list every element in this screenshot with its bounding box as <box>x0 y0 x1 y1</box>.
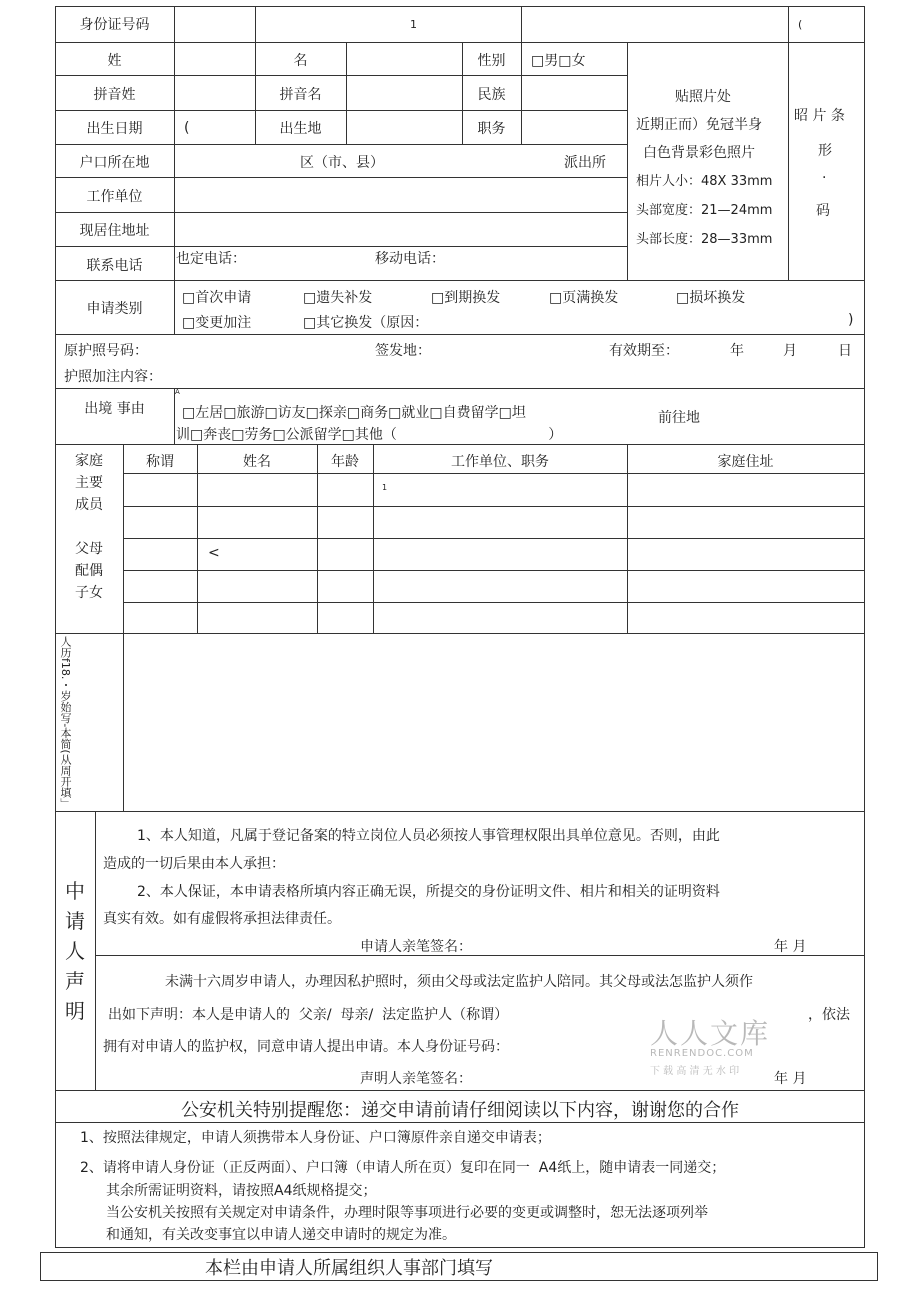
exit-mark: A <box>175 388 180 396</box>
family-header-employer: 工作单位、职务 <box>451 454 549 470</box>
barcode-line-4: 码 <box>816 203 830 219</box>
option-expiry-renewal[interactable]: □到期换发 <box>431 290 501 306</box>
family-header-age: 年龄 <box>331 454 359 470</box>
notice-2d: 和通知，有关改变事宜以申请人递交申请时的规定为准。 <box>106 1227 456 1243</box>
application-type-label: 申请类别 <box>86 301 143 317</box>
position-label: 职务 <box>477 121 506 137</box>
option-other-renewal[interactable]: □其它换发（原因： <box>303 315 429 331</box>
exit-options-line-2[interactable]: 训□奔丧□劳务□公派留学□其他（ ） <box>176 427 563 443</box>
hukou-district: 区（市、县） <box>300 155 384 171</box>
notice-title: 公安机关特别提醒您：递交申请前请仔细阅读以下内容，谢谢您的合作 <box>181 1100 739 1121</box>
watermark-tagline: 下 载 高 清 无 水 印 <box>650 1066 740 1077</box>
declaration-2a: 2、本人保证，本申请表格所填内容正确无误，所提交的身份证明文件、相片和相关的证明资料 <box>137 884 720 900</box>
minor-declaration-c: 拥有对申请人的监护权，同意申请人提出申请。本人身份证号码： <box>103 1039 509 1055</box>
photo-line-2: 白色背景彩色照片 <box>643 145 755 161</box>
surname-label: 姓 <box>107 53 122 69</box>
family-side-1: 家庭 <box>75 453 103 469</box>
photo-title: 贴照片处 <box>675 89 731 105</box>
family-side-2: 主要 <box>75 475 103 491</box>
id-mark-2: ( <box>798 18 803 31</box>
birth-date-paren: ( <box>184 120 190 136</box>
birth-place-label: 出生地 <box>279 121 322 137</box>
footer-title: 本栏由申请人所属组织人事部门填写 <box>205 1258 493 1279</box>
id-number-label: 身份证号码 <box>79 17 150 33</box>
photo-head-width: 头部宽度：21—24mm <box>636 203 773 218</box>
declaration-1a: 1、本人知道，凡属于登记备案的特立岗位人员必须按人事管理权限出具单位意见。否则，由此 <box>137 828 720 844</box>
watermark-brand: 人人文库 <box>650 1017 771 1050</box>
declaration-side-4: 声 <box>65 969 85 993</box>
photo-line-1: 近期正而）免冠半身 <box>636 117 762 133</box>
contact-label: 联系电话 <box>86 258 143 274</box>
gender-label: 性别 <box>477 53 506 69</box>
id-mark: 1 <box>410 18 417 31</box>
address-label: 现居住地址 <box>79 223 150 239</box>
option-first-application[interactable]: □首次申请 <box>182 290 252 306</box>
notice-2c: 当公安机关按照有关规定对申请条件，办理时限等事项进行必要的变更或调整时，恕无法逐项列举 <box>106 1205 708 1221</box>
declaration-side-5: 明 <box>65 999 85 1023</box>
barcode-line-1: 昭 片 条 <box>794 108 845 124</box>
declaration-side-2: 请 <box>65 909 85 933</box>
family-mark-2: < <box>208 545 220 561</box>
police-station: 派出所 <box>564 155 606 171</box>
notice-1: 1、按照法律规定，申请人须携带本人身份证、户口簿原件亲自递交申请表； <box>80 1130 551 1146</box>
declaration-side-3: 人 <box>65 939 85 963</box>
family-side-6: 子女 <box>75 585 103 601</box>
family-header-name: 姓名 <box>243 454 271 470</box>
old-passport-number-label: 原护照号码： <box>64 343 148 359</box>
destination-label: 前往地 <box>658 410 700 426</box>
month-label: 月 <box>783 343 797 359</box>
exit-reason-label: 出境 事由 <box>84 401 145 417</box>
ethnicity-label: 民族 <box>477 87 506 103</box>
endorsement-label: 护照加注内容： <box>64 369 162 385</box>
declaration-1b: 造成的一切后果由本人承担： <box>103 856 285 872</box>
family-side-3: 成员 <box>75 497 103 513</box>
minor-declaration-b: 出如下声明：本人是申请人的 父亲/ 母亲/ 法定监护人（称谓） <box>108 1007 509 1023</box>
family-side-label <box>55 450 123 604</box>
photo-head-length: 头部长度：28—33mm <box>636 232 773 247</box>
resume-label: 人历f18.・岁始写-本简(从周开填」 <box>59 636 72 809</box>
watermark-domain: RENRENDOC.COM <box>650 1048 754 1059</box>
notice-2a: 2、请将申请人身份证（正反两面）、户口簿（申请人所在页）复印在同一 A4纸上，随申请表一同递交； <box>80 1160 726 1176</box>
declaration-2b: 真实有效。如有虚假将承担法律责任。 <box>103 911 341 927</box>
photo-size: 相片人小：48X 33mm <box>636 174 773 189</box>
pinyin-surname-label: 拼音姓 <box>93 87 136 103</box>
employer-label: 工作单位 <box>86 189 143 205</box>
applicant-signature-label: 申请人亲笔签名： <box>360 939 472 955</box>
declaration-side-1: 中 <box>65 879 85 903</box>
minor-declaration-b2: ，依法 <box>808 1007 850 1023</box>
option-endorsement-change[interactable]: □变更加注 <box>182 315 252 331</box>
minor-declaration-a: 未满十六周岁申请人，办理因私护照时，须由父母或法定监护人陪同。其父母或法怎监护人须作 <box>165 974 753 990</box>
option-lost-reissue[interactable]: □遗失补发 <box>303 290 373 306</box>
family-header-relation: 称谓 <box>146 454 174 470</box>
given-name-label: 名 <box>293 53 308 69</box>
hukou-label: 户口所在地 <box>79 155 150 171</box>
gender-options[interactable]: □男□女 <box>531 53 586 69</box>
id-number-input[interactable] <box>256 8 520 40</box>
landline-label: 也定电话： <box>176 251 246 267</box>
barcode-line-2: 形 <box>818 143 832 159</box>
option-damaged[interactable]: □损坏换发 <box>676 290 746 306</box>
issue-place-label: 签发地： <box>375 343 431 359</box>
family-header-address: 家庭住址 <box>717 454 774 470</box>
notice-2b: 其余所需证明资料，请按照A4纸规格提交； <box>106 1183 377 1199</box>
day-label: 日 <box>838 343 852 359</box>
pinyin-given-label: 拼音名 <box>279 87 322 103</box>
guardian-signature-label: 声明人亲笔签名： <box>360 1071 472 1087</box>
declaration-side <box>55 876 95 1026</box>
valid-until-label: 有效期至： <box>609 343 679 359</box>
option-pages-full[interactable]: □页满换发 <box>549 290 619 306</box>
guardian-signature-date: 年 月 <box>774 1071 807 1087</box>
barcode-line-3: · <box>822 170 827 186</box>
year-label: 年 <box>730 343 744 359</box>
exit-options-line-1[interactable]: □左居□旅游□访友□探亲□商务□就业□自费留学□坦 <box>182 405 526 421</box>
family-side-5: 配偶 <box>75 563 103 579</box>
birth-date-label: 出生日期 <box>86 121 143 137</box>
family-mark-1: 1 <box>382 483 388 492</box>
mobile-label: 移动电话： <box>375 251 445 267</box>
other-close-paren: ) <box>848 312 854 328</box>
family-side-4: 父母 <box>75 541 103 557</box>
applicant-signature-date: 年 月 <box>774 939 807 955</box>
